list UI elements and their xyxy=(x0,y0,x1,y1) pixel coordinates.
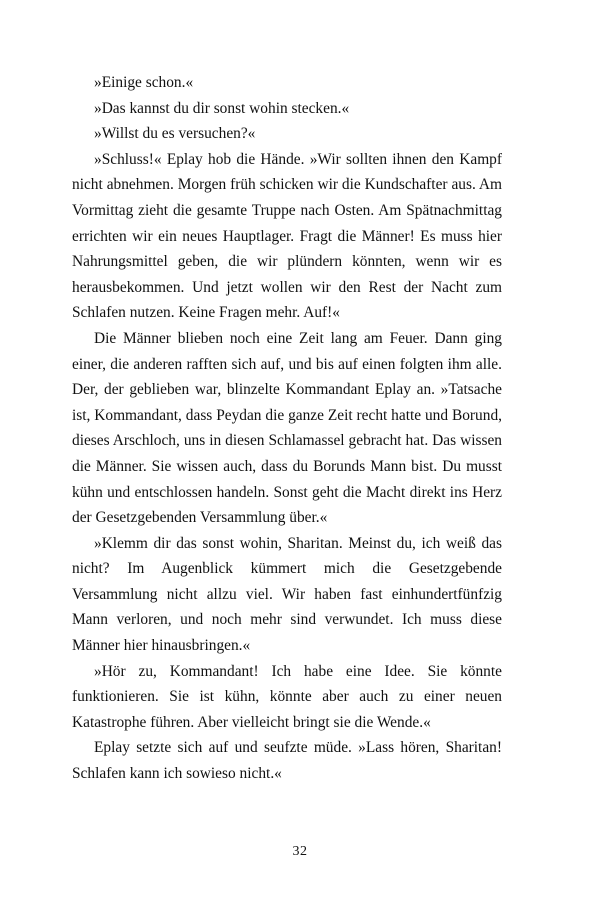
paragraph: »Einige schon.« xyxy=(94,74,194,91)
paragraph: »Klemm dir das sonst wohin, Sharitan. Meinst du, ich weiß das nicht? Im Augenblick kümmert mich die Gesetzgebende Versammlung nicht allzu viel. Wir haben fast einhundertfünfzig Mann verloren, und noch mehr sind verwundet. Ich muss diese Männer hier hinausbringen.« xyxy=(72,534,502,655)
paragraph: Eplay setzte sich auf und seufzte müde. »Lass hören, Sharitan! Schlafen kann ich sowieso nicht.« xyxy=(72,739,502,783)
paragraph: »Hör zu, Kommandant! Ich habe eine Idee. Sie könnte funktionieren. Sie ist kühn, könnte aber auch zu einer neuen Katastrophe führen. Aber vielleicht bringt sie die Wende.« xyxy=(72,662,502,731)
body-text xyxy=(72,70,502,787)
page-number: 32 xyxy=(292,844,308,859)
paragraph: Die Männer blieben noch eine Zeit lang am Feuer. Dann ging einer, die anderen rafften sich auf, und bis auf einen folgten ihm alle. Der, der geblieben war, blinzelte Kommandant Eplay an. »Tatsache ist, Kommandant, dass Peydan die ganze Zeit recht hatte und Borund, dieses Arschloch, uns in diesen Schlamassel gebracht hat. Das wissen die Männer. Sie wissen auch, dass du Borunds Mann bist. Du musst kühn und entschlossen handeln. Sonst geht die Macht direkt ins Herz der Gesetzgebenden Versammlung über.« xyxy=(72,329,502,527)
paragraph: »Das kannst du dir sonst wohin stecken.« xyxy=(94,99,350,117)
paragraph: »Schluss!« Eplay hob die Hände. »Wir sollten ihnen den Kampf nicht abnehmen. Morgen früh schicken wir die Kundschafter aus. Am Vormittag zieht die gesamte Truppe nach Osten. Am Spätnachmittag errichten wir ein neues Hauptlager. Fragt die Männer! Es muss hier Nahrungsmittel geben, die wir plündern könnten, wenn wir es herausbekommen. Und jetzt wollen wir den Rest der Nacht zum Schlafen nutzen. Keine Fragen mehr. Auf!« xyxy=(72,150,502,322)
paragraph: »Willst du es versuchen?« xyxy=(94,125,256,143)
